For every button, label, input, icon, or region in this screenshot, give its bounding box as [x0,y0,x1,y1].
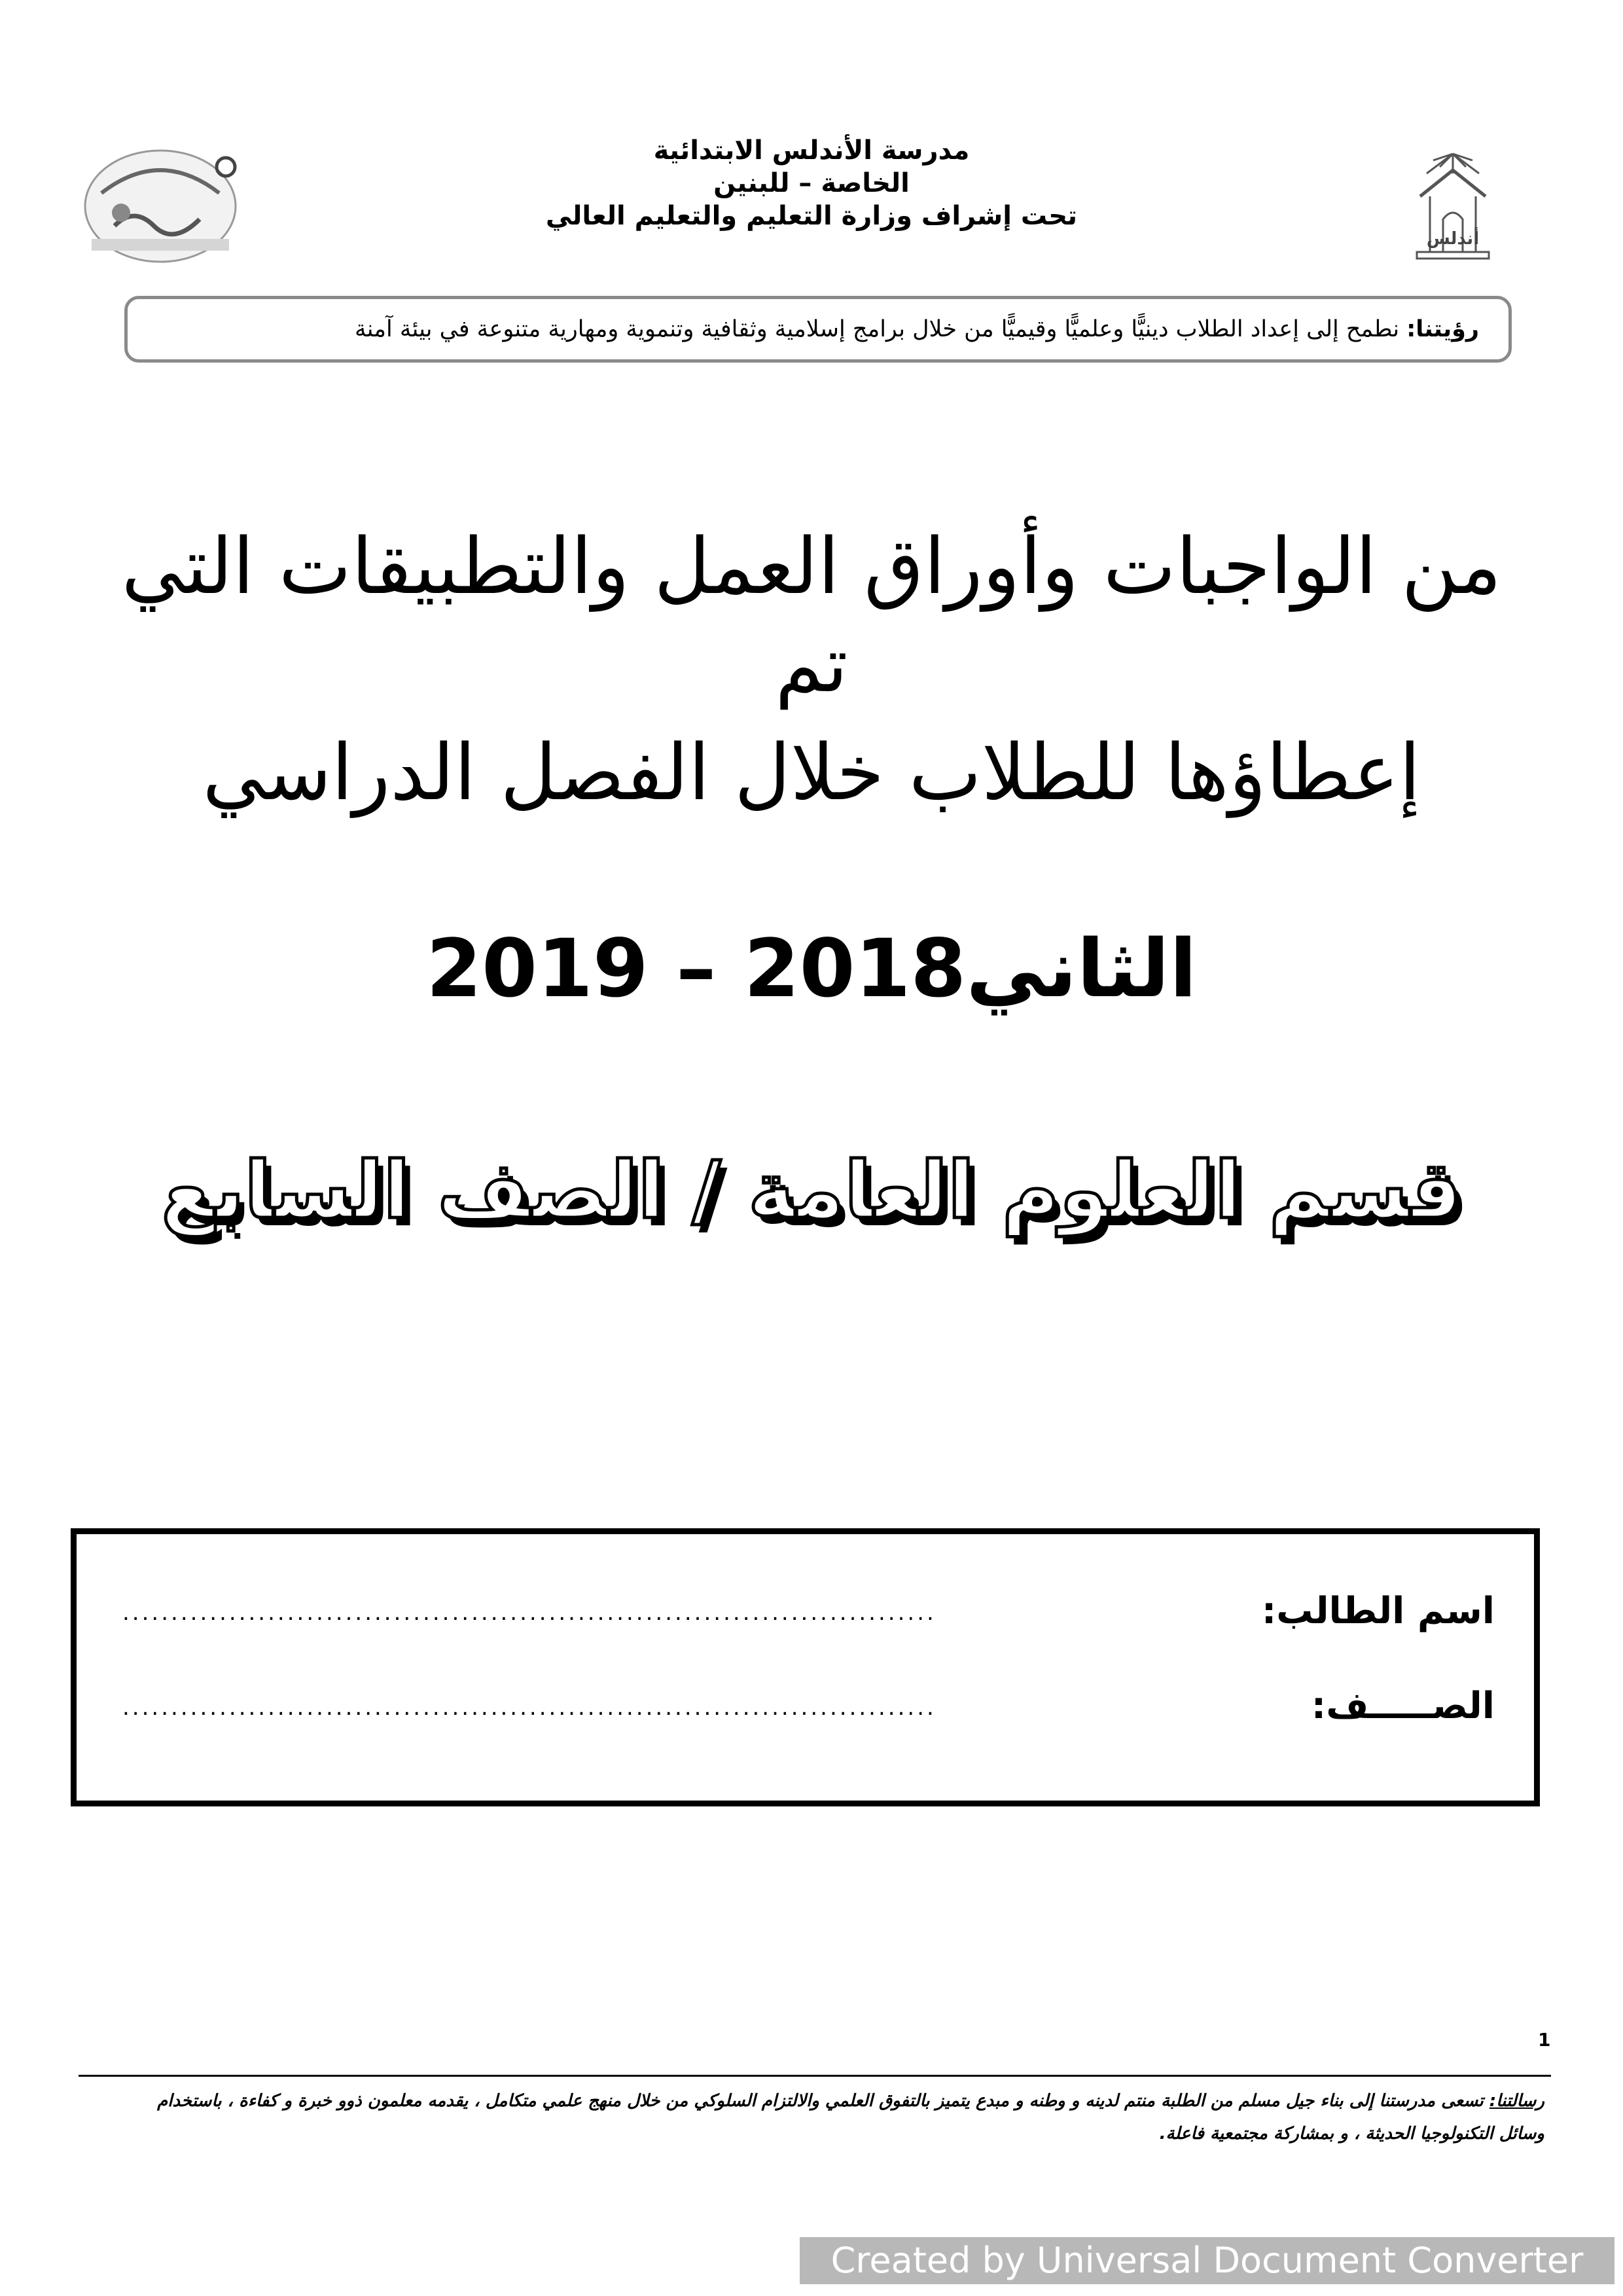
main-title-line-3: الثاني2018 – 2019 [426,922,1197,1015]
school-type: الخاصة – للبنين [713,168,910,198]
school-name: مدرسة الأندلس الابتدائية [653,135,970,166]
school-supervision: تحت إشراف وزارة التعليم والتعليم العالي [545,201,1078,231]
student-class-field[interactable]: .................................................................................... [122,1695,936,1721]
vision-statement [124,296,1512,363]
student-info-box [71,1528,1540,1806]
department-title: قسم العلوم العامة / الصف السابع [161,1145,1462,1236]
school-header [458,134,1165,232]
student-class-row [122,1675,1495,1727]
svg-text:أندلس: أندلس [1426,229,1480,249]
converter-watermark: Created by Universal Document Converter [800,2237,1614,2284]
student-name-field[interactable]: .................................................................................... [122,1600,936,1626]
student-name-label: اسم الطالب: [1261,1590,1495,1632]
student-name-row [122,1580,1495,1632]
mission-label: رسالتنا: [1489,2091,1544,2111]
badge-logo-icon [75,141,245,275]
main-title-line-2: إعطاؤها للطلاب خلال الفصل الدراسي [202,727,1421,817]
school-emblem-icon [1394,147,1512,265]
footer-divider [79,2075,1551,2077]
student-class-label: الصـــــف: [1311,1685,1495,1727]
mission-text: تسعى مدرستنا إلى بناء جيل مسلم من الطلبة منتم لدينه و وطنه و مبدع يتميز بالتفوق العلمي والالتزام السلوكي من خلال منهج علمي متكامل ، يقدمه معلمون ذوو خبرة و كفاءة ، باستخدام وسائل التكنولوجيا الحديثة ، و بمشاركة مجتمعية فاعلة. [157,2091,1544,2144]
page-number: 1 [1538,2029,1551,2051]
vision-text: نطمح إلى إعداد الطلاب دينيًّا وعلميًّا وقيميًّا من خلال برامج إسلامية وثقافية وتنموية ومهارية متنوعة في بيئة آمنة [354,316,1407,342]
vision-label: رؤيتنا: [1406,316,1479,342]
main-title-line-1: من الواجبات وأوراق العمل والتطبيقات التي تم [121,521,1502,709]
mission-statement [118,2085,1544,2150]
